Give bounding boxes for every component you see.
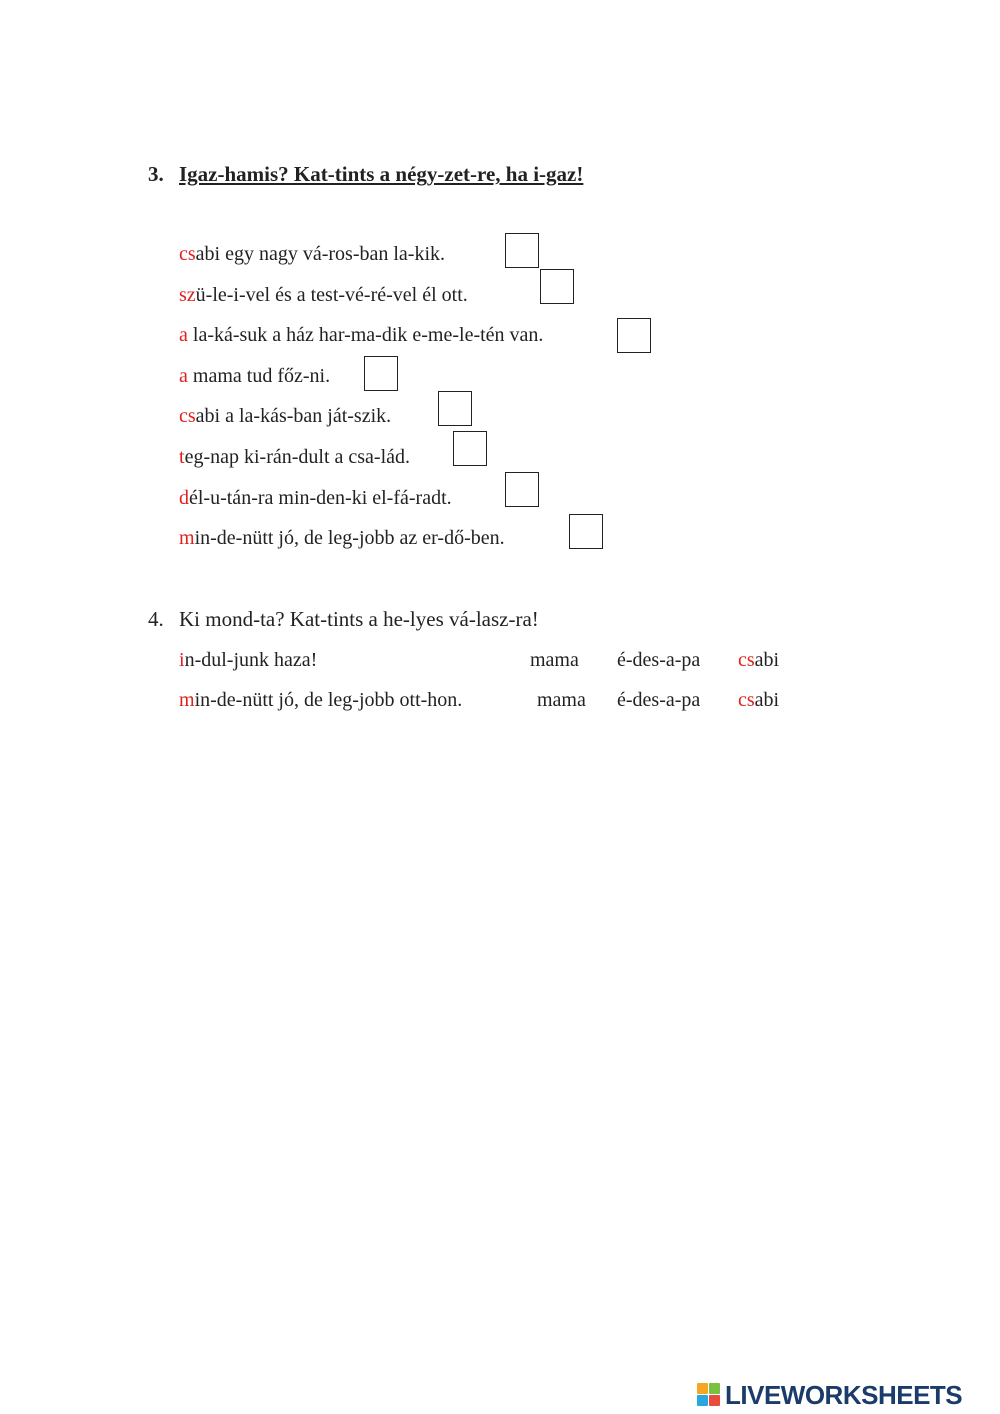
checkbox-statement-3[interactable] [617, 318, 651, 353]
statement-text: mama tud főz-ni. [187, 365, 331, 387]
statement-text: in-de-nütt jó, de leg-jobb az er-dő-ben. [194, 527, 505, 549]
answer-csabi-1[interactable] [738, 648, 779, 672]
quote-1 [179, 648, 317, 672]
logo-text: LIVEWORKSHEETS [725, 1380, 963, 1410]
answer-text: mama [537, 689, 586, 711]
answer-edesapa-1[interactable] [617, 648, 700, 672]
statement-8 [179, 526, 505, 550]
checkbox-statement-6[interactable] [453, 431, 487, 466]
statement-text: él-u-tán-ra min-den-ki el-fá-radt. [189, 487, 452, 509]
statement-6 [179, 445, 410, 469]
checkbox-statement-7[interactable] [505, 472, 539, 507]
answer-text: é-des-a-pa [617, 649, 701, 671]
statement-2 [179, 283, 468, 307]
statement-3 [179, 323, 543, 347]
statement-5 [179, 404, 391, 428]
statement-text: la-ká-suk a ház har-ma-dik e-me-le-tén van. [187, 324, 544, 346]
checkbox-statement-5[interactable] [438, 391, 472, 426]
statement-initial: a [179, 324, 188, 346]
answer-mama-1[interactable] [530, 648, 579, 672]
statement-text: abi egy nagy vá-ros-ban la-kik. [195, 243, 446, 265]
exercise-3-number: 3. [148, 162, 164, 186]
statement-initial: a [179, 365, 188, 387]
checkbox-statement-4[interactable] [364, 356, 398, 391]
liveworksheets-logo [697, 1380, 995, 1410]
answer-text: abi [754, 689, 780, 711]
answer-csabi-2[interactable] [738, 688, 779, 712]
checkbox-statement-1[interactable] [505, 233, 539, 268]
statement-initial: sz [179, 284, 196, 306]
answer-text: abi [754, 649, 780, 671]
statement-initial: d [179, 487, 189, 509]
answer-text: mama [530, 649, 579, 671]
exercise-3-title: Igaz-hamis? Kat-tints a négy-zet-re, ha i-gaz! [179, 162, 584, 186]
statement-initial: m [179, 527, 195, 549]
statement-initial: t [179, 446, 185, 468]
answer-text: é-des-a-pa [617, 689, 701, 711]
statement-text: ü-le-i-vel és a test-vé-ré-vel él ott. [195, 284, 468, 306]
answer-initial: cs [738, 689, 755, 711]
exercise-4-number: 4. [148, 607, 164, 631]
statement-text: eg-nap ki-rán-dult a csa-lád. [184, 446, 411, 468]
statement-1 [179, 242, 445, 266]
quote-initial: m [179, 689, 195, 711]
statement-initial: cs [179, 405, 196, 427]
statement-7 [179, 486, 452, 510]
statement-initial: cs [179, 243, 196, 265]
answer-initial: cs [738, 649, 755, 671]
exercise-4-title: Ki mond-ta? Kat-tints a he-lyes vá-lasz-ra! [179, 607, 539, 631]
answer-mama-2[interactable] [537, 688, 586, 712]
checkbox-statement-2[interactable] [540, 269, 574, 304]
quote-initial: i [179, 649, 185, 671]
checkbox-statement-8[interactable] [569, 514, 603, 549]
statement-4 [179, 364, 330, 388]
quote-text: n-dul-junk haza! [184, 649, 318, 671]
logo-mark-icon [697, 1383, 721, 1407]
quote-text: in-de-nütt jó, de leg-jobb ott-hon. [194, 689, 463, 711]
statement-text: abi a la-kás-ban ját-szik. [195, 405, 392, 427]
answer-edesapa-2[interactable] [617, 688, 700, 712]
quote-2 [179, 688, 462, 712]
